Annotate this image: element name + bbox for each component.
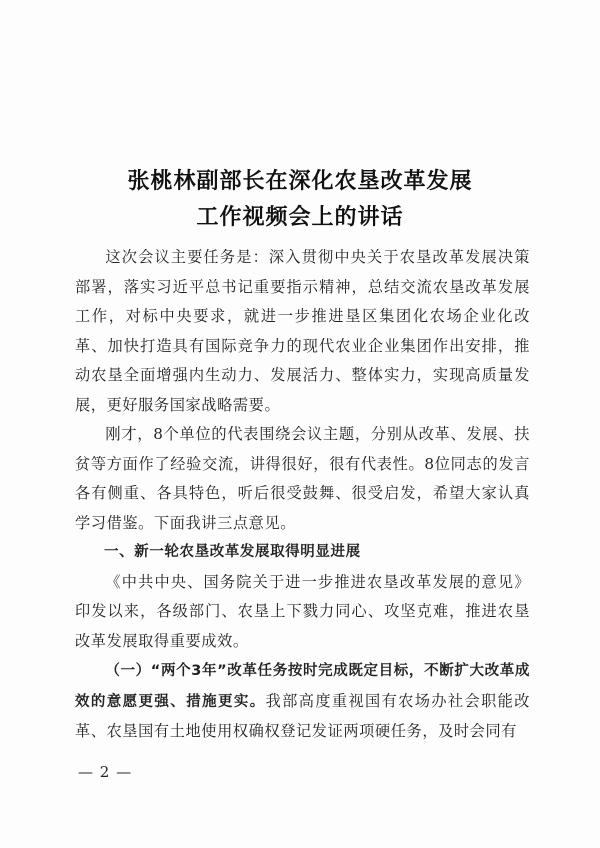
title-line-1: 张桃林副部长在深化农垦改革发展	[127, 168, 473, 194]
page-number: — 2 —	[78, 763, 133, 781]
subheading-two-three-years: （一）“两个3年”改革任务按时完成既定目标，不断扩大改革成效的意愿更强、措施更实。	[75, 663, 530, 710]
paragraph-meeting-tasks: 这次会议主要任务是：深入贯彻中央关于农垦改革发展决策部署，落实习近平总书记重要指示精神，总结交流农垦改革发展工作，对标中央要求，就进一步推进垦区集团化农场企业化改革、加快打造具有国际竞争力的现代农业企业集团作出安排，推动农垦全面增强内生动力、发展活力、整体实力，实现高质量发展，更好服务国家战略需要。	[75, 248, 530, 414]
paragraph-two-three-years-text: 我部高度重视国有农场办社会职能改革、农垦国有土地使用权确权登记发证两项硬任务，及时会同有	[75, 691, 530, 740]
paragraph-two-three-years	[75, 656, 530, 747]
paragraph-opinion-implementation: 《中共中央、国务院关于进一步推进农垦改革发展的意见》印发以来，各级部门、农垦上下戮力同心、攻坚克难，推进农垦改革发展取得重要成效。	[75, 572, 530, 650]
title-line-2: 工作视频会上的讲话	[196, 204, 404, 230]
speech-body	[75, 243, 530, 747]
section-heading-1: 一、新一轮农垦改革发展取得明显进展	[104, 544, 361, 560]
speech-title	[0, 163, 600, 235]
paragraph-exchange-summary: 刚才，8个单位的代表围绕会议主题，分别从改革、发展、扶贫等方面作了经验交流，讲得很好，很有代表性。8位同志的发言各有侧重、各具特色，听后很受鼓舞、很受启发，希望大家认真学习借鉴。下面我讲三点意见。	[75, 425, 530, 532]
